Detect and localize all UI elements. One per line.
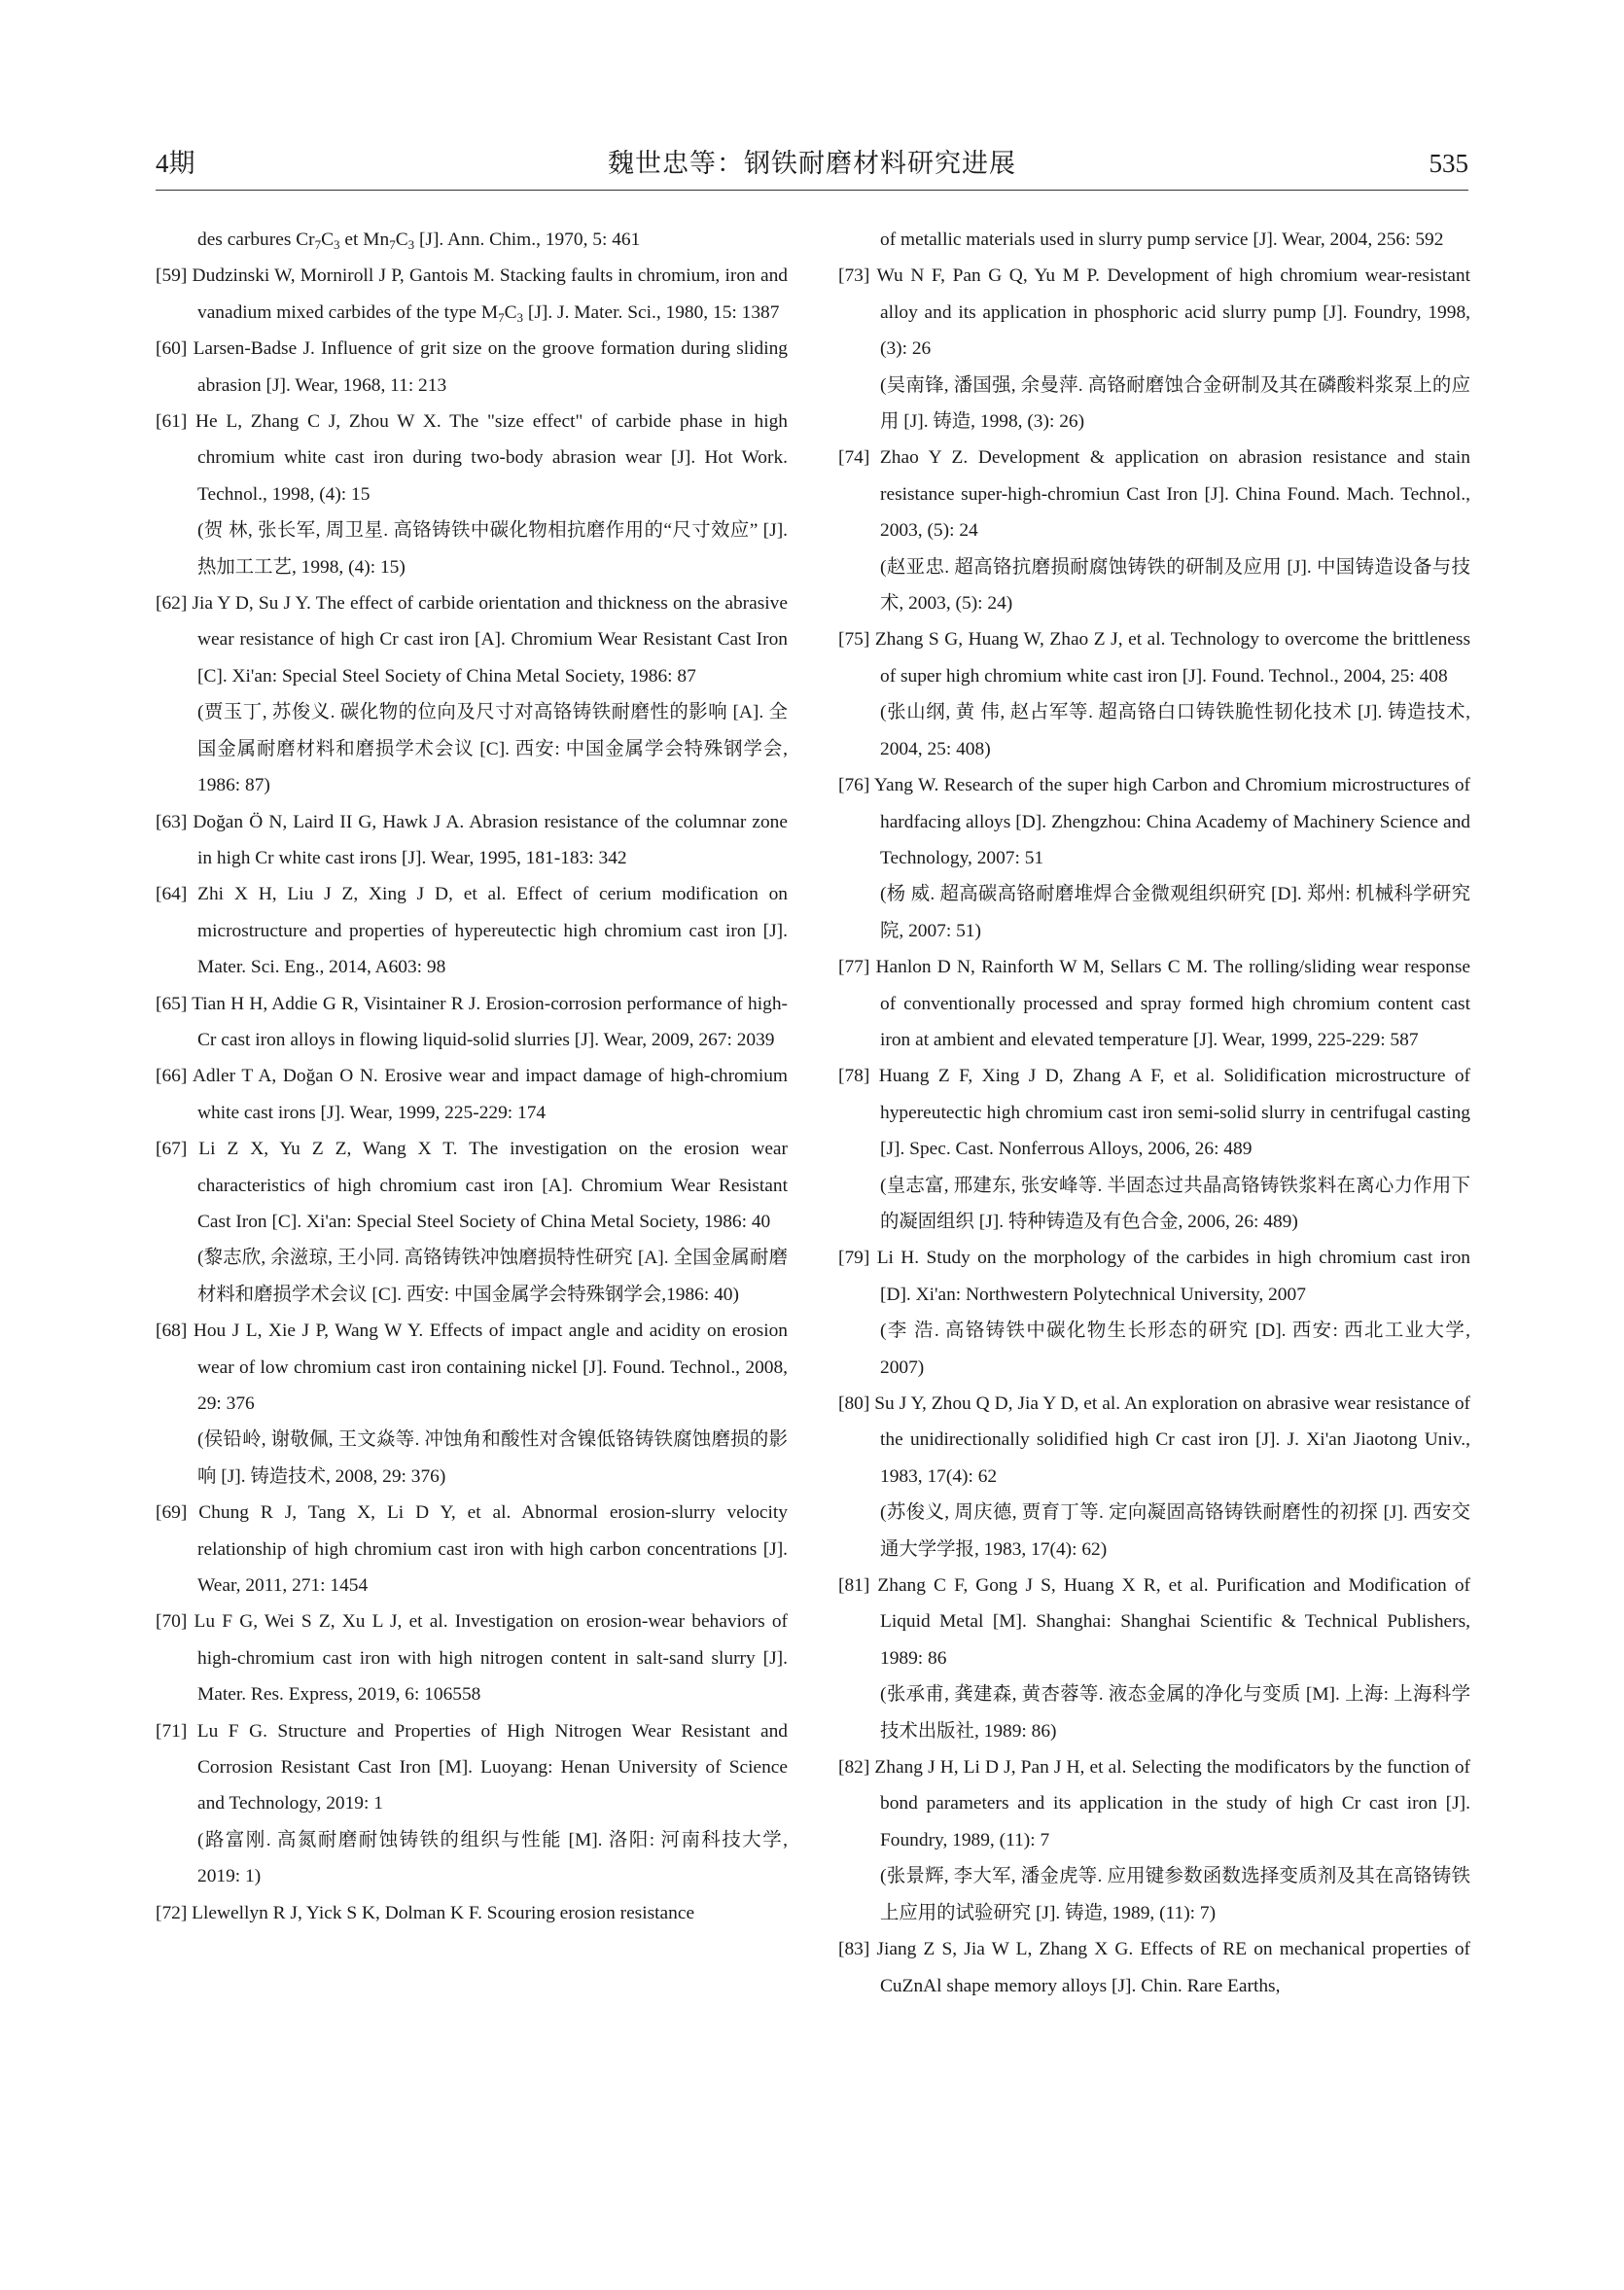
- reference-entry: [838, 1058, 1470, 1240]
- reference-list: [838, 258, 1470, 2004]
- reference-entry: [156, 331, 788, 404]
- reference-continuation: des carbures $Cr_7C_3$ et $Mn_7C_3$ [J]. Ann. Chim., 1970, 5: 461: [197, 229, 641, 252]
- reference-text: [80] Su J Y, Zhou Q D, Jia Y D, et al. An exploration on abrasive wear resistance of the unidirectionally solidified high Cr cast iron [J]. J. Xi'an Jiaotong Univ., 1983, 17(4): 62: [838, 1393, 1470, 1487]
- reference-text: [69] Chung R J, Tang X, Li D Y, et al. Abnormal erosion-slurry velocity relationship of high chromium cast iron with high carbon concentrations [J]. Wear, 2011, 271: 1454: [156, 1502, 788, 1597]
- reference-entry: [156, 1495, 788, 1603]
- reference-chinese-text: (张山纲, 黄 伟, 赵占军等. 超高铬白口铸铁脆性韧化技术 [J]. 铸造技术, 2004, 25: 408): [880, 702, 1470, 759]
- reference-chinese-text: (路富刚. 高氮耐磨耐蚀铸铁的组织与性能 [M]. 洛阳: 河南科技大学, 2019: 1): [197, 1829, 788, 1887]
- reference-list: [156, 258, 788, 1931]
- reference-entry: [838, 1240, 1470, 1386]
- reference-entry: [838, 440, 1470, 621]
- reference-chinese-text: (张承甫, 龚建森, 黄杏蓉等. 液态金属的净化与变质 [M]. 上海: 上海科学技术出版社, 1989: 86): [880, 1684, 1470, 1742]
- reference-chinese-text: (赵亚忠. 超高铬抗磨损耐腐蚀铸铁的研制及应用 [J]. 中国铸造设备与技术, 2003, (5): 24): [880, 556, 1470, 615]
- reference-text: [66] Adler T A, Doğan O N. Erosive wear and impact damage of high-chromium white cast irons [J]. Wear, 1999, 225-229: 174: [156, 1066, 788, 1123]
- reference-entry: [156, 804, 788, 877]
- page-number: 535: [1429, 149, 1468, 178]
- reference-text: [79] Li H. Study on the morphology of the carbides in high chromium cast iron [D]. Xi'an: Northwestern Polytechnical University, 2007: [838, 1248, 1470, 1305]
- reference-text: [61] He L, Zhang C J, Zhou W X. The "size effect" of carbide phase in high chromium white cast iron during two-body abrasion wear [J]. Hot Work. Technol., 1998, (4): 15: [156, 411, 788, 505]
- reference-continuation: of metallic materials used in slurry pump service [J]. Wear, 2004, 256: 592: [880, 229, 1444, 250]
- reference-entry: [156, 986, 788, 1059]
- reference-entry: [156, 1131, 788, 1313]
- reference-text: [70] Lu F G, Wei S Z, Xu L J, et al. Investigation on erosion-wear behaviors of high-chromium cast iron with high nitrogen content in salt-sand slurry [J]. Mater. Res. Express, 2019, 6: 106558: [156, 1611, 788, 1706]
- reference-entry: [838, 258, 1470, 440]
- reference-chinese-text: (贾玉丁, 苏俊义. 碳化物的位向及尺寸对高铬铸铁耐磨性的影响 [A]. 全国金属耐磨材料和磨损学术会议 [C]. 西安: 中国金属学会特殊钢学会, 1986: 87): [197, 702, 788, 796]
- reference-text: [62] Jia Y D, Su J Y. The effect of carbide orientation and thickness on the abrasive wear resistance of high Cr cast iron [A]. Chromium Wear Resistant Cast Iron [C]. Xi'an: Special Steel Society of China Metal Society, 1986: 87: [156, 593, 788, 687]
- reference-entry: [156, 1058, 788, 1131]
- reference-entry: [156, 1713, 788, 1895]
- reference-text: [68] Hou J L, Xie J P, Wang W Y. Effects of impact angle and acidity on erosion wear of low chromium cast iron containing nickel [J]. Found. Technol., 2008, 29: 376: [156, 1321, 788, 1414]
- reference-entry: [838, 767, 1470, 949]
- reference-text: [65] Tian H H, Addie G R, Visintainer R J. Erosion-corrosion performance of high-Cr cast iron alloys in flowing liquid-solid slurries [J]. Wear, 2009, 267: 2039: [156, 993, 788, 1050]
- reference-text: [67] Li Z X, Yu Z Z, Wang X T. The investigation on the erosion wear characteristics of high chromium cast iron [A]. Chromium Wear Resistant Cast Iron [C]. Xi'an: Special Steel Society of China Metal Society, 1986: 40: [156, 1139, 788, 1232]
- reference-chinese-text: (吴南锋, 潘国强, 余曼萍. 高铬耐磨蚀合金研制及其在磷酸料浆泵上的应用 [J]. 铸造, 1998, (3): 26): [880, 374, 1470, 433]
- reference-text: [78] Huang Z F, Xing J D, Zhang A F, et al. Solidification microstructure of hypereutectic high chromium cast iron semi-solid slurry in centrifugal casting [J]. Spec. Cast. Nonferrous Alloys, 2006, 26: 489: [838, 1066, 1470, 1160]
- reference-chinese-text: (张景辉, 李大军, 潘金虎等. 应用键参数函数选择变质剂及其在高铬铸铁上应用的试验研究 [J]. 铸造, 1989, (11): 7): [880, 1866, 1470, 1923]
- reference-text: [76] Yang W. Research of the super high Carbon and Chromium microstructures of hardfacing alloys [D]. Zhengzhou: China Academy of Machinery Science and Technology, 2007: 51: [838, 775, 1470, 868]
- right-column: [838, 222, 1470, 2004]
- reference-entry: [156, 404, 788, 585]
- issue-label: 4期: [156, 149, 195, 178]
- reference-entry: [156, 1313, 788, 1495]
- reference-chinese-text: (侯铅岭, 谢敬佩, 王文焱等. 冲蚀角和酸性对含镍低铬铸铁腐蚀磨损的影响 [J]. 铸造技术, 2008, 29: 376): [197, 1429, 788, 1487]
- reference-text: [81] Zhang C F, Gong J S, Huang X R, et al. Purification and Modification of Liquid Metal [M]. Shanghai: Shanghai Scientific & Technical Publishers, 1989: 86: [838, 1575, 1470, 1669]
- reference-text: [63] Doğan Ö N, Laird II G, Hawk J A. Abrasion resistance of the columnar zone in high Cr white cast irons [J]. Wear, 1995, 181-183: 342: [156, 811, 788, 868]
- reference-chinese-text: (皇志富, 邢建东, 张安峰等. 半固态过共晶高铬铸铁浆料在离心力作用下的凝固组织 [J]. 特种铸造及有色合金, 2006, 26: 489): [880, 1175, 1470, 1232]
- reference-entry: [838, 1749, 1470, 1931]
- reference-text: [83] Jiang Z S, Jia W L, Zhang X G. Effects of RE on mechanical properties of CuZnAl shape memory alloys [J]. Chin. Rare Earths,: [838, 1939, 1470, 1996]
- reference-text: [73] Wu N F, Pan G Q, Yu M P. Development of high chromium wear-resistant alloy and its application in phosphoric acid slurry pump [J]. Foundry, 1998, (3): 26: [838, 265, 1470, 360]
- reference-text: [82] Zhang J H, Li D J, Pan J H, et al. Selecting the modificators by the function of bond parameters and its application in the study of high Cr cast iron [J]. Foundry, 1989, (11): 7: [838, 1757, 1470, 1850]
- reference-text: [71] Lu F G. Structure and Properties of High Nitrogen Wear Resistant and Corrosion Resistant Cast Iron [M]. Luoyang: Henan University of Science and Technology, 2019: 1: [156, 1720, 788, 1814]
- reference-text: [74] Zhao Y Z. Development & application on abrasion resistance and stain resistance super-high-chromiun Cast Iron [J]. China Found. Mach. Technol., 2003, (5): 24: [838, 447, 1470, 542]
- running-header: [156, 144, 1468, 183]
- reference-chinese-text: (苏俊义, 周庆德, 贾育丁等. 定向凝固高铬铸铁耐磨性的初探 [J]. 西安交通大学学报, 1983, 17(4): 62): [880, 1502, 1470, 1560]
- reference-chinese-text: (李 浩. 高铬铸铁中碳化物生长形态的研究 [D]. 西安: 西北工业大学, 2007): [880, 1321, 1470, 1378]
- header-rule: [156, 190, 1468, 191]
- reference-chinese-text: (杨 威. 超高碳高铬耐磨堆焊合金微观组织研究 [D]. 郑州: 机械科学研究院, 2007: 51): [880, 884, 1470, 941]
- reference-entry: [838, 1931, 1470, 2004]
- reference-text: [72] Llewellyn R J, Yick S K, Dolman K F. Scouring erosion resistance: [156, 1902, 695, 1923]
- reference-entry: [838, 1568, 1470, 1749]
- reference-chinese-text: (黎志欣, 余滋琼, 王小同. 高铬铸铁冲蚀磨损特性研究 [A]. 全国金属耐磨材料和磨损学术会议 [C]. 西安: 中国金属学会特殊钢学会,1986: 40): [197, 1248, 788, 1305]
- reference-entry: [838, 1386, 1470, 1568]
- reference-text: [59] Dudzinski W, Morniroll J P, Gantois M. Stacking faults in chromium, iron and vanadium mixed carbides of the type $M_7C_3$ [J]. J. Mater. Sci., 1980, 15: 1387: [156, 265, 788, 325]
- reference-entry: [156, 1603, 788, 1712]
- running-title: 魏世忠等：钢铁耐磨材料研究进展: [608, 149, 1016, 178]
- reference-text: [64] Zhi X H, Liu J Z, Xing J D, et al. Effect of cerium modification on microstructure and properties of hypereutectic high chromium cast iron [J]. Mater. Sci. Eng., 2014, A603: 98: [156, 884, 788, 978]
- reference-text: [77] Hanlon D N, Rainforth W M, Sellars C M. The rolling/sliding wear response of conventionally processed and spray formed high chromium content cast iron at ambient and elevated temperature [J]. Wear, 1999, 225-229: 587: [838, 957, 1470, 1050]
- reference-entry: [156, 258, 788, 331]
- reference-entry: [156, 1895, 788, 1931]
- reference-text: [60] Larsen-Badse J. Influence of grit size on the groove formation during sliding abrasion [J]. Wear, 1968, 11: 213: [156, 338, 788, 396]
- reference-entry: [156, 876, 788, 985]
- reference-chinese-text: (贺 林, 张长军, 周卫星. 高铬铸铁中碳化物相抗磨作用的“尺寸效应” [J]. 热加工工艺, 1998, (4): 15): [197, 520, 788, 578]
- reference-entry: [838, 949, 1470, 1058]
- reference-entry: [838, 621, 1470, 767]
- reference-entry: [156, 585, 788, 803]
- left-column: [156, 222, 788, 1931]
- reference-text: [75] Zhang S G, Huang W, Zhao Z J, et al. Technology to overcome the brittleness of super high chromium white cast iron [J]. Found. Technol., 2004, 25: 408: [838, 629, 1470, 687]
